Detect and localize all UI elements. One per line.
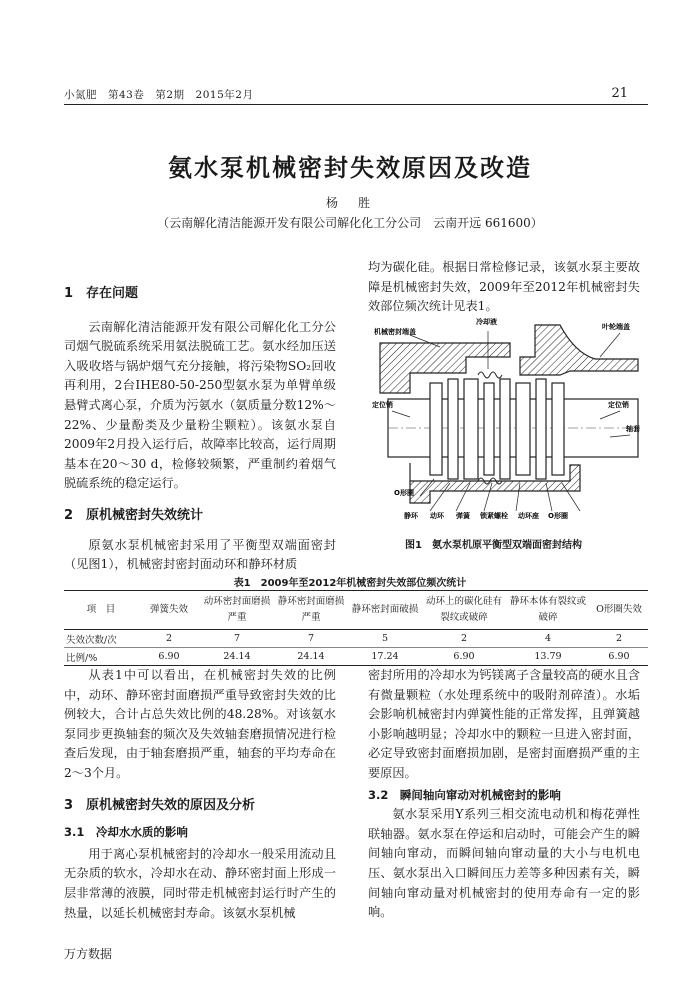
header-rule: [64, 104, 648, 105]
table-header-row: [64, 591, 648, 630]
table-cell: 7: [274, 630, 348, 648]
label-lock-nut: 锁紧螺栓: [480, 512, 508, 520]
label-locating-pin-left: 定位销: [372, 401, 393, 409]
table-header-cell: O形圈失效: [590, 591, 648, 630]
label-dynamic-ring: 动环: [430, 512, 444, 520]
label-impeller-end-cover: 叶轮端盖: [602, 323, 630, 331]
table-cell: 6.90: [138, 648, 200, 666]
footer-watermark: 万方数据: [64, 947, 113, 961]
label-static-ring: 静环: [404, 512, 418, 520]
table-cell: 24.14: [200, 648, 274, 666]
table-cell: 7: [200, 630, 274, 648]
table-cell: 2: [590, 630, 648, 648]
article-title: 氨水泵机械密封失效原因及改造: [168, 154, 532, 182]
left-column-upper: [64, 282, 336, 575]
table-cell: 6.90: [422, 648, 506, 666]
section-3-2-heading: 3.2 瞬间轴向窜动对机械密封的影响: [368, 787, 561, 802]
table-cell: 17.24: [348, 648, 422, 666]
table-1: [64, 590, 648, 666]
table-cell: 5: [348, 630, 422, 648]
table-cell: 24.14: [274, 648, 348, 666]
section-3-1-paragraph: 用于离心泵机械密封的冷却水一般采用流动且无杂质的软水，冷却水在动、静环密封面上形成一层非常薄的液膜，同时带走机械密封运行时产生的热量，以延长机械密封寿命。该氨水泵机械: [64, 846, 336, 920]
table-header-cell: 静环密封面破损: [348, 591, 422, 630]
section-2-heading: 2 原机械密封失效统计: [64, 507, 204, 523]
label-dynamic-ring-seat: 动环座: [518, 512, 539, 520]
table-header-cell: 动环密封面磨损严重: [200, 591, 274, 630]
section-3-2-paragraph: 氨水泵采用Y系列三相交流电动机和梅花弹性联轴器。氨水泵在停运和启动时，可能会产生的瞬间轴向窜动，而瞬间轴向窜动量的大小与电机电压、氨水泵出入口瞬间压力差等多种因素有关，瞬间轴向窜动量对机械密封的使用寿命有一定的影响。: [368, 807, 640, 920]
table-discussion-paragraph: 从表1中可以看出，在机械密封失效的比例中，动环、静环密封面磨损严重导致密封失效的比例较大，合计占总失效比例的48.28%。对该氨水泵同步更换轴套的频次及失效轴套磨损情况进行检查后发现，由于轴套磨损严重，轴套的平均寿命在2～3个月。: [64, 668, 336, 780]
table-row: [64, 630, 648, 648]
table-header-cell: 动环上的碳化硅有裂纹或破碎: [422, 591, 506, 630]
label-cooling-water: 冷却液: [476, 318, 497, 326]
label-spring: 弹簧: [456, 512, 470, 520]
label-o-ring-2: O形圈: [548, 512, 568, 520]
table-cell: 失效次数/次: [64, 630, 138, 648]
table-cell: 2: [422, 630, 506, 648]
table-cell: 2: [138, 630, 200, 648]
right-lower-paragraph: 密封所用的冷却水为钙镁离子含量较高的硬水且含有微量颗粒（水处理系统中的吸附剂碎渣）。水垢会影响机械密封内弹簧性能的正常发挥，且弹簧越小影响越明显；冷却水中的颗粒一旦进入密封面，必定导致密封面磨损加剧，是密封面磨损严重的主要原因。: [368, 668, 640, 780]
table-cell: 比例/%: [64, 648, 138, 666]
section-3-heading: 3 原机械密封失效的原因及分析: [64, 797, 256, 813]
running-header: 小氮肥 第43卷 第2期 2015年2月: [64, 89, 254, 101]
right-paragraph-1: 均为碳化硅。根据日常检修记录，该氨水泵主要故障是机械密封失效，2009年至2012年机械密封失效部位频次统计见表1。: [368, 260, 640, 314]
table-header-cell: 静环密封面磨损严重: [274, 591, 348, 630]
seal-structure-drawing: [370, 313, 650, 523]
table-header-cell: 项 目: [64, 591, 138, 630]
label-o-ring-1: O形圈: [394, 489, 414, 497]
affiliation: （云南解化清洁能源开发有限公司解化化工分公司 云南开远 661600）: [157, 216, 543, 230]
table-header-cell: 静环本体有裂纹或破碎: [506, 591, 590, 630]
right-column-upper: [368, 258, 640, 317]
table-1-caption: 表1 2009年至2012年机械密封失效部位频次统计: [233, 578, 467, 589]
table-cell: 4: [506, 630, 590, 648]
left-column-lower: [64, 666, 336, 923]
table-cell: 13.79: [506, 648, 590, 666]
label-seal-end-cover: 机械密封端盖: [374, 328, 416, 336]
right-column-lower: [368, 666, 640, 923]
section-1-paragraph: 云南解化清洁能源开发有限公司解化化工分公司烟气脱硫系统采用氨法脱硫工艺。氨水经加压送入吸收塔与锅炉烟气充分接触，将污染物SO₂回收再利用，2台IHE80-50-250型氨水泵为单臂单级悬臂式离心泵，介质为污氨水（氨质量分数12%～22%、少量酚类及少量粉尘颗粒）。该氨水泵自2009年2月投入运行后，故障率比较高，运行周期基本在20～30 d，检修较频繁，严重制约着烟气脱硫系统的稳定运行。: [64, 319, 336, 491]
section-3-1-heading: 3.1 冷却水水质的影响: [64, 825, 188, 840]
author: 杨 胜: [325, 196, 374, 210]
table-row: [64, 648, 648, 666]
figure-1: [370, 313, 650, 523]
label-shaft-sleeve: 轴套: [626, 425, 640, 433]
section-1-heading: 1 存在问题: [64, 286, 139, 301]
figure-1-caption: 图1 氨水泵机原平衡型双端面密封结构: [405, 540, 582, 551]
section-2-paragraph: 原氨水泵机械密封采用了平衡型双端面密封（见图1），机械密封密封面动环和静环材质: [64, 537, 336, 572]
table-header-cell: 弹簧失效: [138, 591, 200, 630]
label-locating-pin-right: 定位销: [608, 401, 629, 409]
table-cell: 6.90: [590, 648, 648, 666]
page-number: 21: [611, 86, 628, 101]
